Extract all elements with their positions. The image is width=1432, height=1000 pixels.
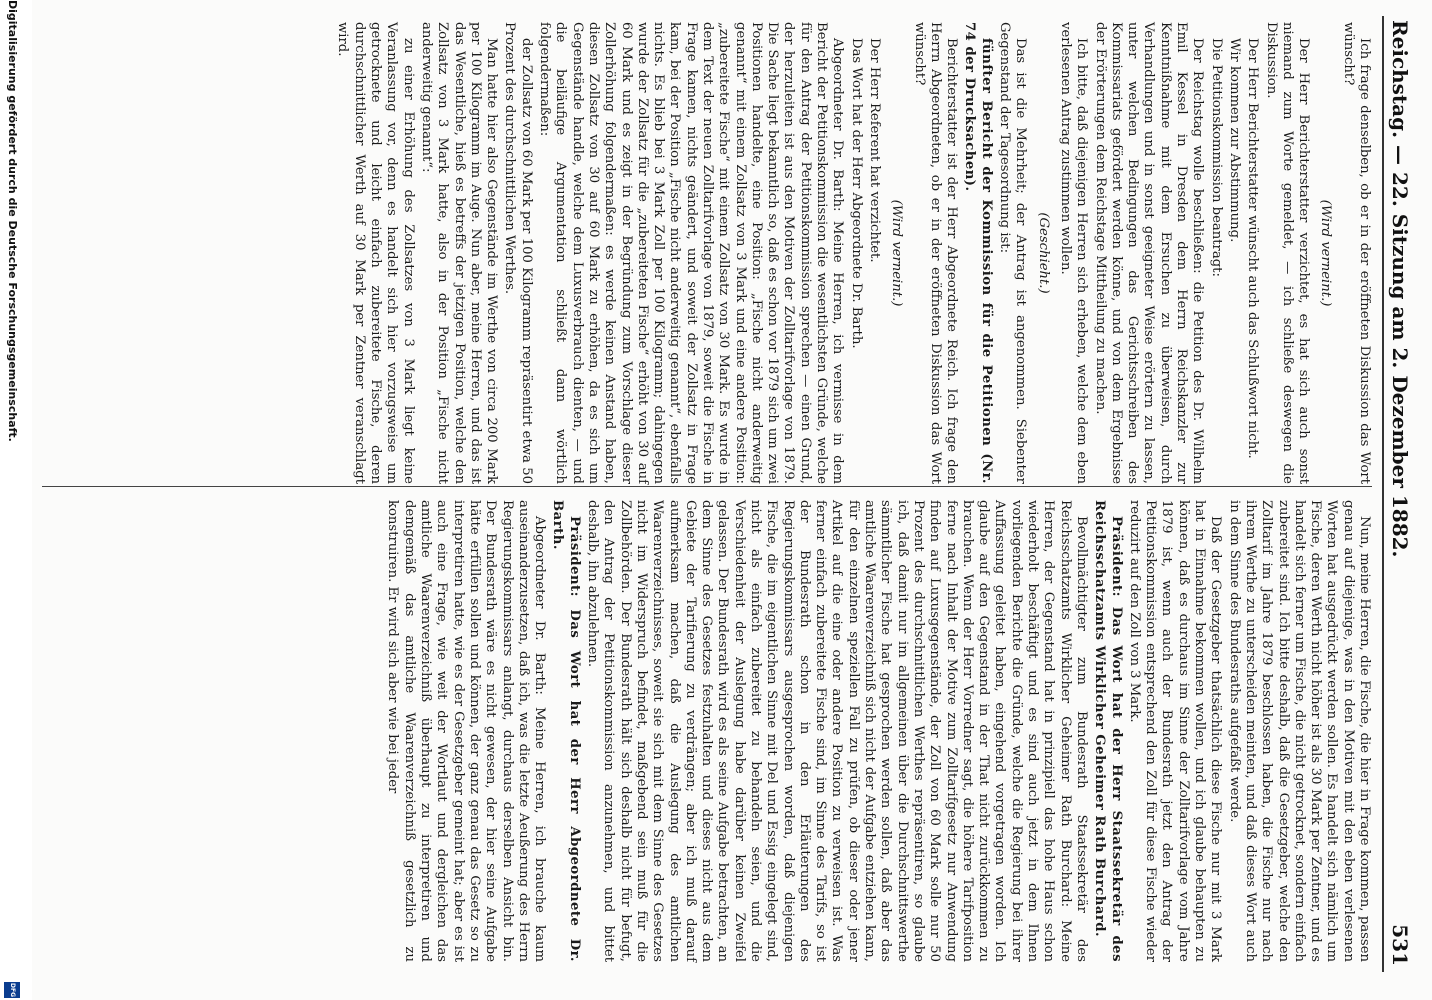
paragraph: Daß der Gesetzgeber thatsächlich diese Fische nur mit 3 Mark hat in Einnahme bekommen wollen, und ich glaube behaupten zu können, daß es durchaus im Sinne der Zolltarifvorlage vom Jahre 1879 ist, wenn auch der Bundesrath jetzt den Antrag der Petitionskommission entsprechend den Zoll für diese Fische wieder reduzirt auf den Zoll von 3 Mark. <box>1126 500 1224 962</box>
paragraph: Bevollmächtigter zum Bundesrath Staatssekretär des Reichsschatzamts Wirklicher Geheimer Rath Burchard: Meine Herren, der Gegenstand hat in prinzipiell das hohe Haus schon wiederholt beschäftigt und es sind auch jetzt in dem Ihnen vorliegenden Berichte die Gründe, welche die Regierung bei ihrer Auffassung geleitet haben, eingehend vorgetragen worden. Ich glaube auf den Gegenstand in der That nicht zurückkommen zu brauchen. Wenn der Herr Vorredner sagt, die höhere Tarifposition ferne nach Inhalt der Motive zum Zolltarifgesetz nur Anwendung finden auf Luxusgegenstände, der Zoll von 60 Mark solle nur 50 Prozent des durchschnittlichen Werthes repräsentiren, so glaube ich, daß damit nur im allgemeinen über die Durchschnittswerthe sämmtlicher Fische hat gesprochen werden sollen, daß aber das amtliche Waarenverzeichniß sich nicht der Aufgabe entziehen kann, für den einzelnen speziellen Fall zu prüfen, ob dieser oder jener Artikel auf die eine oder andere Position zu verweisen ist. Was ferner einfach zubereitete Fische sind, im Sinne des Tarifs, so ist der Bundesrath schon in den Erläuterungen des Regierungskommissars ausgesprochen worden, daß diejenigen Fische, die im eigentlichen Sinne mit Del und Essig eingelegt sind, nicht als einfach zubereitet zu behandeln seien, und die Verschiedenheit der Auslegung habe darüber keinen Zweifel gelassen. Der Bundesrath wird es als seine Aufgabe betrachten, an dem Sinne des Gesetzes festzuhalten und dieses nicht aus dem Gebiete der Tarifierung zu verdrängen; aber ich muß darauf aufmerksam machen, daß die Auslegung des amtlichen Waarenverzeichnisses, soweit sie sich mit dem Sinne des Gesetzes nicht im Widerspruch befindet, maßgebend sein muß für die Zollbehörden. Der Bundesrath hält sich deshalb nicht für befugt, den Antrag der Petitionskommission anzunehmen, und bittet deshalb, ihn abzulehnen. <box>585 500 1089 962</box>
paragraph: Abgeordneter Dr. Barth: Meine Herren, ich brauche kaum auseinanderzusetzen, daß ich, was die letzte Aeußerung des Herrn Regierungskommissars anlangt, durchaus derselben Ansicht bin. Der Bundesrath wäre es nicht gewesen, der hier seine Aufgabe hätte erfüllen sollen und können, der ganz genau das Gesetz so zu interpretiren hatte, wie es der Gesetzgeber gemeint hat; aber es ist auch eine Frage, wie weit der Wortlaut und dergleichen das amtliche Waarenverzeichniß überhaupt zu interpretiren und demgemäß das amtliche Waarenverzeichniß gesetzlich zu konstruiren. Er wird sich aber wie bei jeder <box>385 500 548 962</box>
paragraph: Präsident: Das Wort hat der Herr Abgeordnete Dr. Barth. <box>550 500 582 962</box>
right-text-column <box>382 500 1372 962</box>
paragraph: Nun, meine Herren, die Fische, die hier in Frage kommen, passen genau auf diejenige, was in den Motiven mit den eben verlesenen Worten hat ausgedrückt werden sollen. Es handelt sich nämlich um Fische, deren Werth nicht höher ist als 30 Mark per Zentner, und es handelt sich ferner um Fische, die nicht getrocknet, sondern einfach zubereitet sind. Ich bitte deshalb, daß die Gesetzgeber, welche den Zolltarif im Jahre 1879 beschlossen haben, die Fische nur nach ihrem Werthe zu unterscheiden meinten, und daß dieses Wort auch in dem Sinne des Bundesraths aufgefaßt werde. <box>1226 500 1372 962</box>
left-text-column <box>332 22 1372 484</box>
header-rule <box>1382 16 1384 972</box>
paragraph: Das ist die Mehrheit; der Antrag ist angenommen. Siebenter Gegenstand der Tagesordnung ist: <box>997 22 1029 484</box>
paragraph: Man hatte hier also Gegenstände im Werthe von circa 200 Mark per 100 Kilogramm im Auge. Nun aber, meine Herren, und das ist das Wesentliche, hieß es betreffs der jetzigen Position, welche den Zollsatz von 3 Mark hatte, also in der Position „Fische nicht anderweitig genannt“: <box>418 22 500 484</box>
page-sheet <box>32 0 1432 1000</box>
paragraph: Präsident: Das Wort hat der Herr Staatssekretär des Reichsschatzamts Wirklicher Geheimer Rath Burchard. <box>1092 500 1124 962</box>
dfg-logo-icon: DFG <box>4 982 20 998</box>
paragraph: Ich bitte, daß diejenigen Herren sich erheben, welche dem eben verlesenen Antrag zustimmen wollen. <box>1057 22 1090 484</box>
interjection: (Wird verneint.) <box>1318 199 1334 307</box>
paragraph: Die Petitionskommission beantragt: <box>1208 38 1224 277</box>
paragraph: Wir kommen zur Abstimmung. <box>1226 38 1242 243</box>
paragraph: Abgeordneter Dr. Barth: Meine Herren, ich vermisse in dem Bericht der Petitionskommission die wesentlichsten Gründe, welche für den Antrag der Petitionskommission sprechen — einen Grund, der herzuleiten ist aus den Motiven der Zolltarifvorlage von 1879. Die Sache liegt bekanntlich so, daß es schon vor 1879 sich um zwei Positionen handelte, eine Position: „Fische nicht anderweitig genannt“ mit einem Zollsatz von 3 Mark und eine andere Position: „zubereitete Fische“ mit einem Zollsatz von 30 Mark. Es wurde in dem Text der neuen Zolltarifvorlage von 1879, soweit die Fische in Frage kamen, nichts geändert, und soweit der Zollsatz in Frage kam, bei der Position „Fische nicht anderweitig genannt“, ebenfalls nichts. Es blieb bei 3 Mark Zoll per 100 Kilogramm; dahingegen wurde der Zollsatz für die „zubereiteten Fische“ erhöht von 30 auf 60 Mark und es zeigt in der Begründung zum Vorschlage dieser Zollerhöhung folgendermaßen: es werde keinen Anstand haben, diesen Zollsatz von 30 auf 60 Mark zu erhöhen, da es sich um Gegenstände handle, welche dem Luxusverbrauch dienten, — und die beiläufige Argumentation schließt dann wörtlich folgendermaßen: <box>537 22 846 484</box>
paragraph: Der Herr Berichterstatter verzichtet, es hat sich auch sonst niemand zum Worte gemeldet, — ich schließe deswegen die Diskussion. <box>1263 22 1312 484</box>
paragraph: zu einer Erhöhung des Zollsatzes von 3 Mark liegt keine Veranlassung vor, denn es handelt sich hier vorzugsweise um getrocknete und leicht einfach zubereitete Fische, deren durchschnittlicher Werth auf 30 Mark per Zentner veranschlagt wird. <box>335 22 416 484</box>
page-title: Reichstag. — 22. Sitzung am 2. Dezember 1882. <box>1388 20 1412 558</box>
column-divider <box>42 486 1372 487</box>
interjection: (Geschieht.) <box>1035 212 1051 294</box>
paragraph: Der Herr Referent hat verzichtet. <box>866 38 882 263</box>
paragraph: Der Herr Berichterstatter wünscht auch das Schlußwort nicht. <box>1245 38 1261 459</box>
paragraph: Der Reichstag wolle beschließen: die Petition des Dr. Wilhelm Emil Kessel in Dresden dem Herrn Reichskanzler zur Kenntnißnahme mit dem Ersuchen zu überweisen, durch Verhandlungen und in sonst geeigneter Weise erörtern zu lassen, unter welchen Bedingungen das Gerichtsschreiben des Kommissariats gefördert werden könne, und von dem Ergebnisse der Erörterungen dem Reichstage Mittheilung zu machen. <box>1092 22 1206 484</box>
page-header <box>1378 0 1418 1000</box>
paragraph: Berichterstatter ist der Herr Abgeordnete Reich. Ich frage den Herrn Abgeordneten, ob er in der eröffneten Diskussion das Wort wünscht? <box>911 22 960 484</box>
credit-bar <box>0 0 32 1000</box>
paragraph: Ich frage denselben, ob er in der eröffneten Diskussion das Wort wünscht? <box>1340 22 1372 484</box>
funding-credit: Digitalisierung gefördert durch die Deutsche Forschungsgemeinschaft. <box>6 0 19 442</box>
paragraph: Das Wort hat der Herr Abgeordnete Dr. Barth. <box>848 38 864 349</box>
page-number: 531 <box>1388 924 1412 966</box>
paragraph: der Zollsatz von 60 Mark per 100 Kilogramm repräsentirt etwa 50 Prozent des durchschnittlichen Werthes. <box>502 22 534 484</box>
interjection: (Wird verneint.) <box>889 199 905 307</box>
paragraph: fünfter Bericht der Kommission für die Petitionen (Nr. 74 der Drucksachen). <box>962 22 994 484</box>
